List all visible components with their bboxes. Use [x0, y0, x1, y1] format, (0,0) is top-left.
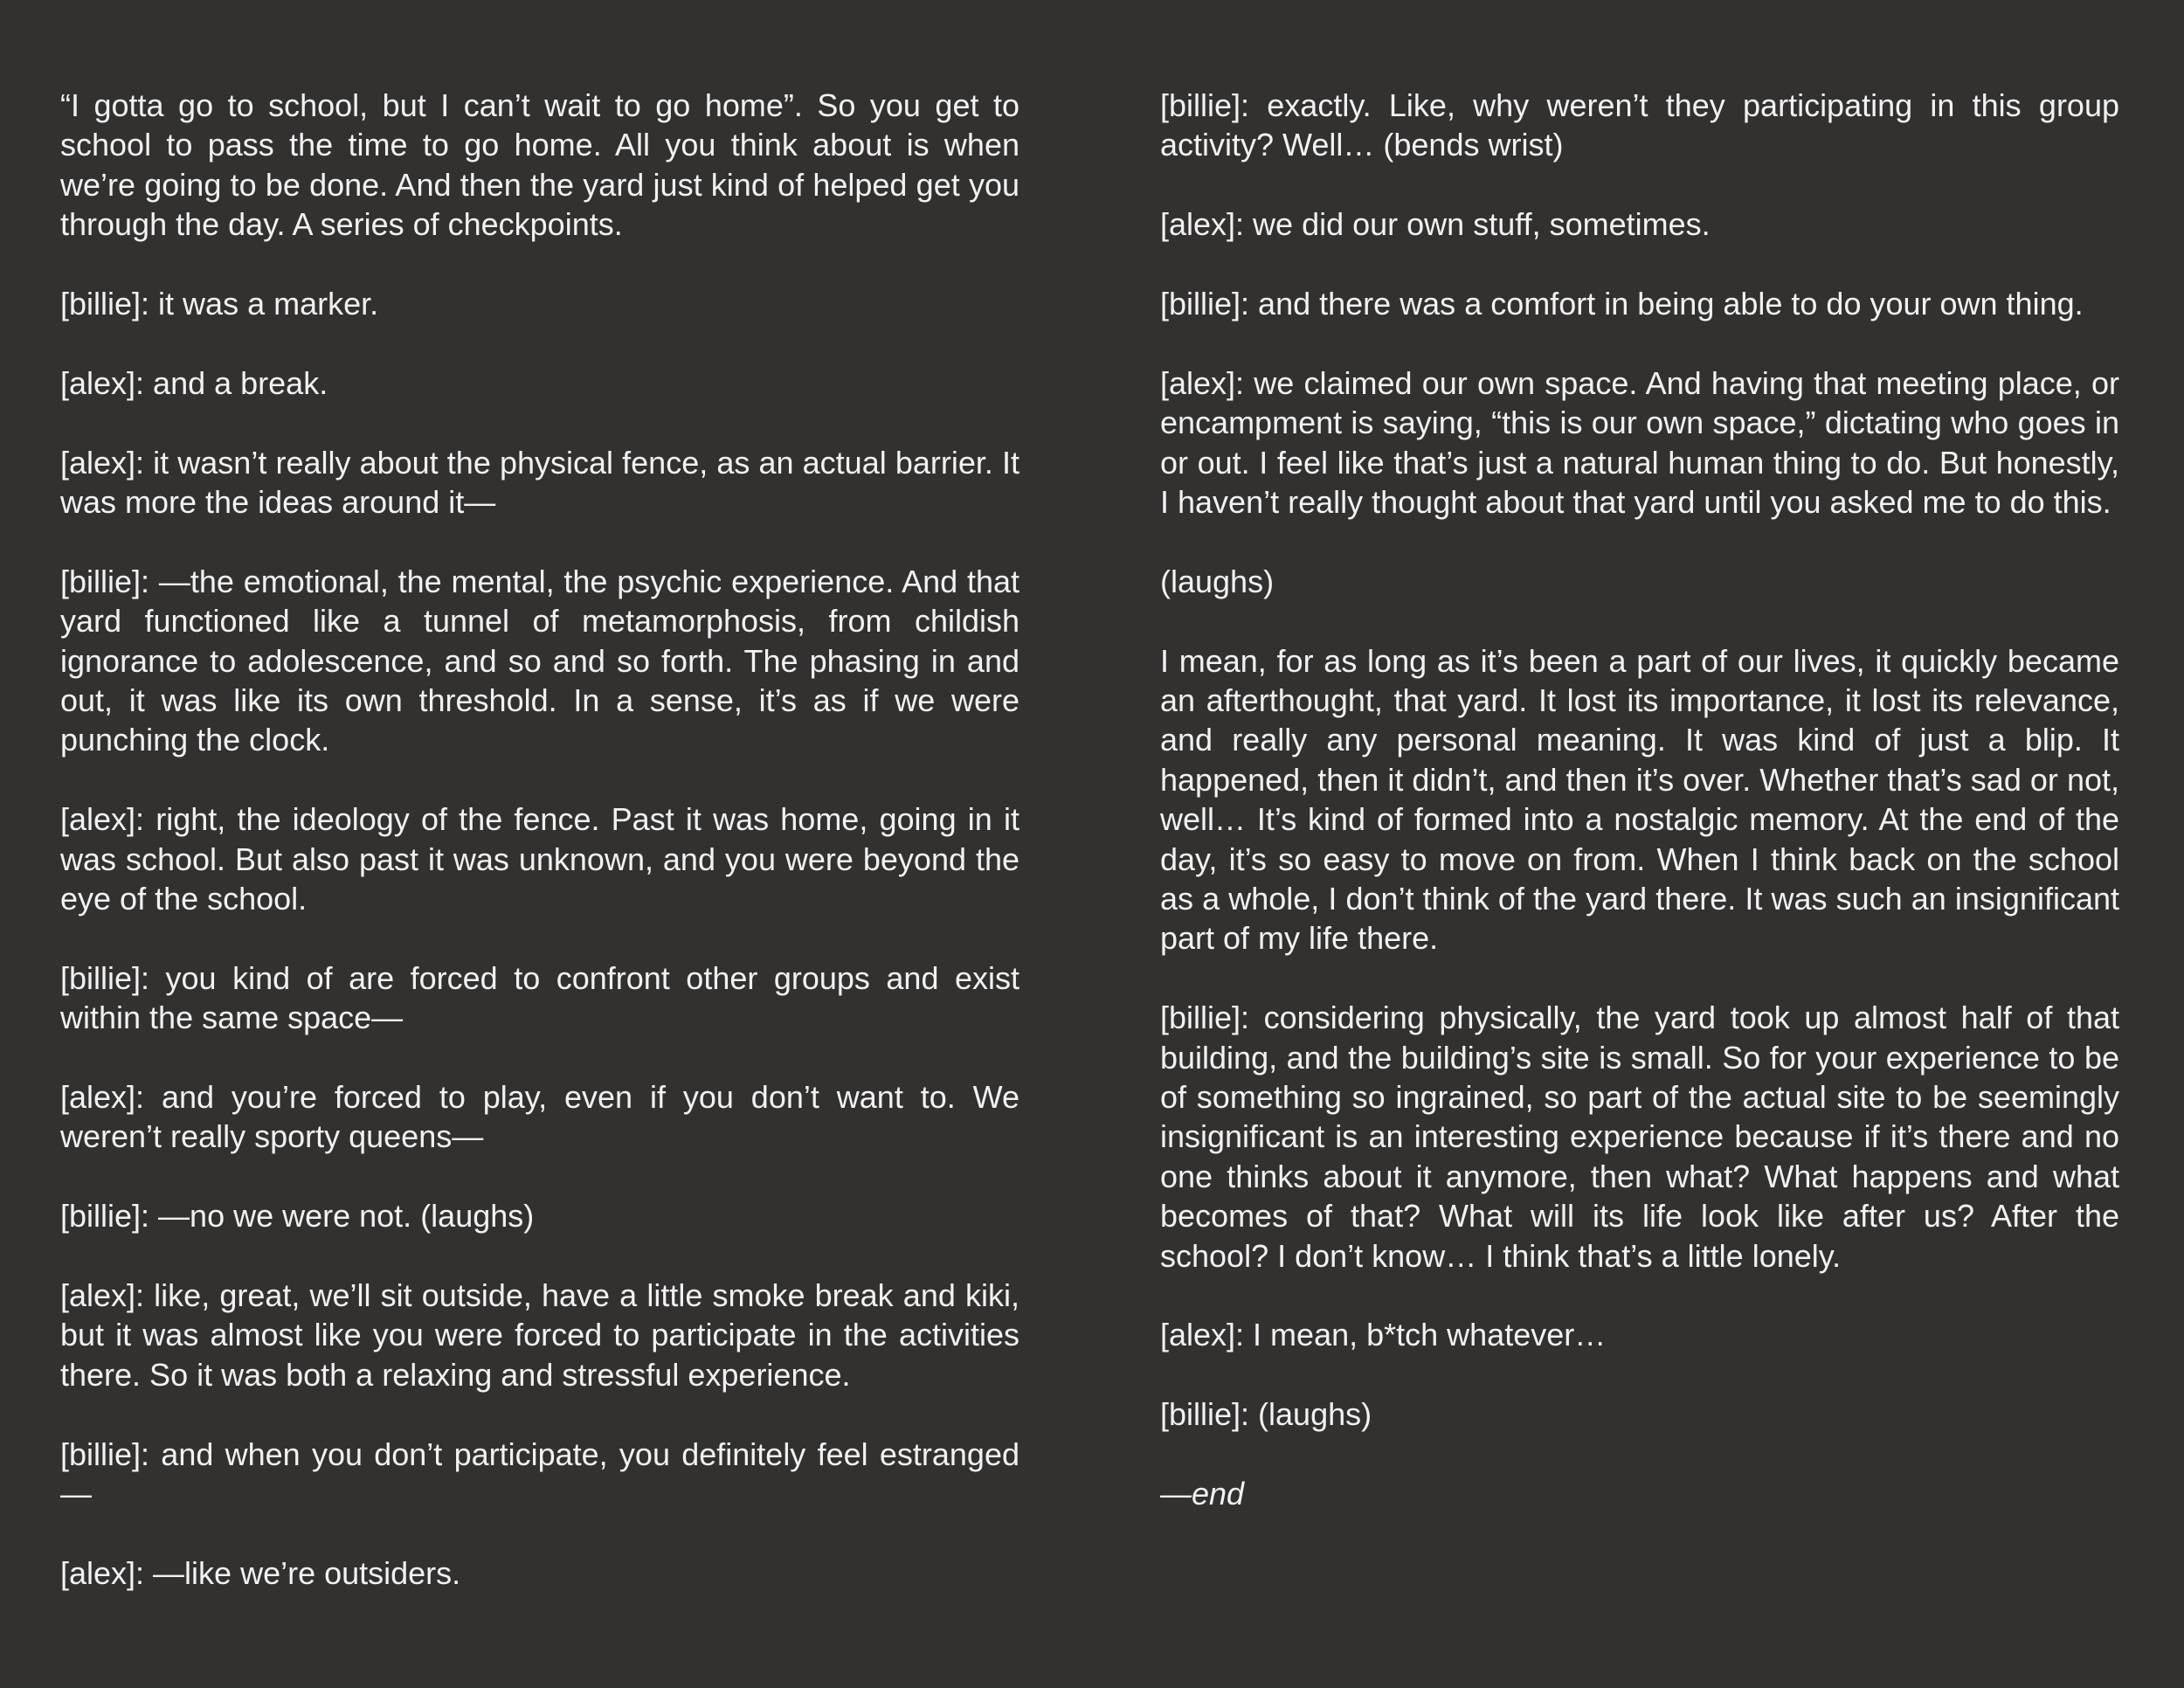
dialogue-billie-metamorphosis: [billie]: —the emotional, the mental, the psychic experience. And that yard functioned like a tunnel of metamorphosis, from childish ignorance to adolescence, and so and so forth. The phasing in and out, it was like its own threshold. In a sense, it’s as if we were punching the clock.	[60, 563, 1019, 758]
dialogue-billie-marker: [billie]: it was a marker.	[60, 286, 379, 322]
right-column	[1160, 86, 2119, 1513]
dialogue-alex-outsiders: [alex]: —like we’re outsiders.	[60, 1554, 461, 1591]
end-mark: —end	[1160, 1476, 1245, 1512]
paragraph-opening-quote: “I gotta go to school, but I can’t wait to go home”. So you get to school to pass the time to go home. All you think about is when we’re going to be done. And then the yard just kind of helped get you through the day. A series of checkpoints.	[60, 87, 1019, 243]
dialogue-alex-own-space: [alex]: we claimed our own space. And having that meeting place, or encampment is saying, “this is our own space,” dictating who goes in or out. I feel like that’s just a natural human thing to do. But honestly, I haven’t really thought about that yard until you asked me to do this.	[1160, 364, 2119, 521]
dialogue-billie-no-we-were-not: [billie]: —no we were not. (laughs)	[60, 1198, 535, 1235]
dialogue-billie-laughs: [billie]: (laughs)	[1160, 1396, 1372, 1433]
dialogue-alex-forced-to-play: [alex]: and you’re forced to play, even if you don’t want to. We weren’t really sporty queens—	[60, 1079, 1019, 1155]
dialogue-billie-comfort: [billie]: and there was a comfort in being able to do your own thing.	[1160, 286, 2084, 322]
paragraph-afterthought: I mean, for as long as it’s been a part of our lives, it quickly became an afterthought, that yard. It lost its importance, it lost its relevance, and really any personal meaning. It was kind of just a blip. It happened, then it didn’t, and then it’s over. Whether that’s sad or not, well… It’s kind of formed into a nostalgic memory. At the end of the day, it’s so easy to move on from. When I think back on the school as a whole, I don’t think of the yard there. It was such an insignificant part of my life there.	[1160, 642, 2119, 957]
dialogue-billie-groups: [billie]: you kind of are forced to confront other groups and exist within the same space—	[60, 959, 1019, 1036]
dialogue-billie-estranged: [billie]: and when you don’t participate, you definitely feel estranged—	[60, 1435, 1019, 1512]
dialogue-billie-considering: [billie]: considering physically, the yard took up almost half of that building, and the building’s site is small. So for your experience to be of something so ingrained, so part of the actual site to be seemingly insignificant is an interesting experience because if it’s there and no one thinks about it anymore, then what? What happens and what becomes of that? What will its life look like after us? After the school? I don’t know… I think that’s a little lonely.	[1160, 1000, 2119, 1274]
dialogue-billie-exactly: [billie]: exactly. Like, why weren’t they participating in this group activity? Well… (bends wrist)	[1160, 87, 2119, 163]
dialogue-alex-fence: [alex]: it wasn’t really about the physical fence, as an actual barrier. It was more the ideas around it—	[60, 444, 1019, 521]
dialogue-alex-own-stuff: [alex]: we did our own stuff, sometimes.	[1160, 206, 1711, 243]
dialogue-alex-ideology: [alex]: right, the ideology of the fence. Past it was home, going in it was school. But also past it was unknown, and you were beyond the eye of the school.	[60, 801, 1019, 917]
left-column	[60, 86, 1019, 1593]
dialogue-alex-whatever: [alex]: I mean, b*tch whatever…	[1160, 1317, 1607, 1353]
dialogue-alex-smoke-break: [alex]: like, great, we’ll sit outside, have a little smoke break and kiki, but it was almost like you were forced to participate in the activities there. So it was both a relaxing and stressful experience.	[60, 1277, 1019, 1393]
laughter-note: (laughs)	[1160, 563, 1275, 599]
dialogue-alex-break: [alex]: and a break.	[60, 364, 328, 401]
